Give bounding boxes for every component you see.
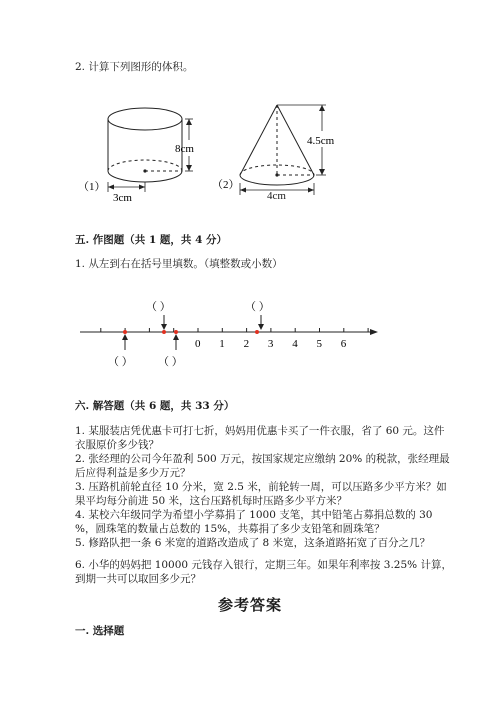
number-line-tick-label: 2 [243,338,250,350]
section-6-heading: 六. 解答题（共 6 题，共 33 分） [75,400,235,412]
number-line-tick-label: 4 [292,338,298,350]
question-line: 1. 某服装店凭优惠卡可打七折，妈妈用优惠卡买了一件衣服，省了 60 元。这件 [75,425,445,437]
cone-height-label: 4.5cm [307,135,335,147]
number-line-point-b [162,330,166,334]
cylinder-bottom-back [108,160,182,171]
question-line: 4. 某校六年级同学为希望小学募捐了 1000 支笔，其中铅笔占募捐总数的 30 [75,509,433,521]
number-line-point-c [174,330,178,334]
question-line: 后应得利益是多少万元？ [75,467,191,479]
number-line-point-a [123,330,127,334]
number-line-arrowhead [370,329,378,335]
cylinder-center-dot [143,169,146,172]
question-line: 6. 小华的妈妈把 10000 元钱存入银行，定期三年。如果年利率按 3.25% 计算， [75,559,452,571]
blank-below-2: （ ） [158,356,183,368]
blank-above-2: （ ） [245,301,270,313]
number-line-tick-label: 0 [195,338,201,350]
number-line [70,290,390,370]
cone-diameter-label: 4cm [267,190,286,202]
number-line-tick-label: 5 [316,338,322,350]
cylinder-top-ellipse [108,108,182,130]
section-5-question-1: 1. 从左到右在括号里填数。（填整数或小数） [75,258,283,270]
blank-above-1: （ ） [146,301,171,313]
question-2-text: 2. 计算下列图形的体积。 [75,61,194,73]
answers-section-1: 一. 选择题 [75,625,125,637]
question-line: 到期一共可以取回多少元？ [75,573,201,585]
question-line: 果平均每分前进 50 米，这台压路机每时压路多少平方米？ [75,495,348,507]
question-line: 3. 压路机前轮直径 10 分米，宽 2.5 米，前轮转一周，可以压路多少平方米？如 [75,481,447,493]
answers-title: 参考答案 [217,596,282,614]
number-line-point-d [255,330,259,334]
cylinder-diameter-label: 3cm [113,192,132,204]
number-line-tick-label: 6 [340,338,347,350]
cylinder-bottom-front [108,171,182,182]
figure-1-index: （1） [78,181,106,193]
figure-2-index: （2） [212,179,240,191]
cone-center-dot [275,173,278,176]
cone-left-slant [240,105,277,175]
number-line-tick-label: 3 [267,338,274,350]
question-line: 衣服原价多少钱？ [75,439,159,451]
number-line-tick-label: 1 [219,338,225,350]
cylinder-height-label: 8cm [175,143,194,155]
question-line: 2. 张经理的公司今年盈利 500 万元，按国家规定应缴纳 20% 的税款，张经理最 [75,453,450,465]
section-5-heading: 五. 作图题（共 1 题，共 4 分） [75,234,228,246]
cone-figure [210,95,360,210]
question-line: 5. 修路队把一条 6 米宽的道路改造成了 8 米宽，这条道路拓宽了百分之几？ [75,537,431,549]
blank-below-1: （ ） [108,356,133,368]
cylinder-figure [75,100,215,210]
section-6-questions [75,424,452,586]
question-line: %，圆珠笔的数量占总数的 15%，共募捐了多少支铅笔和圆珠笔？ [75,523,385,535]
